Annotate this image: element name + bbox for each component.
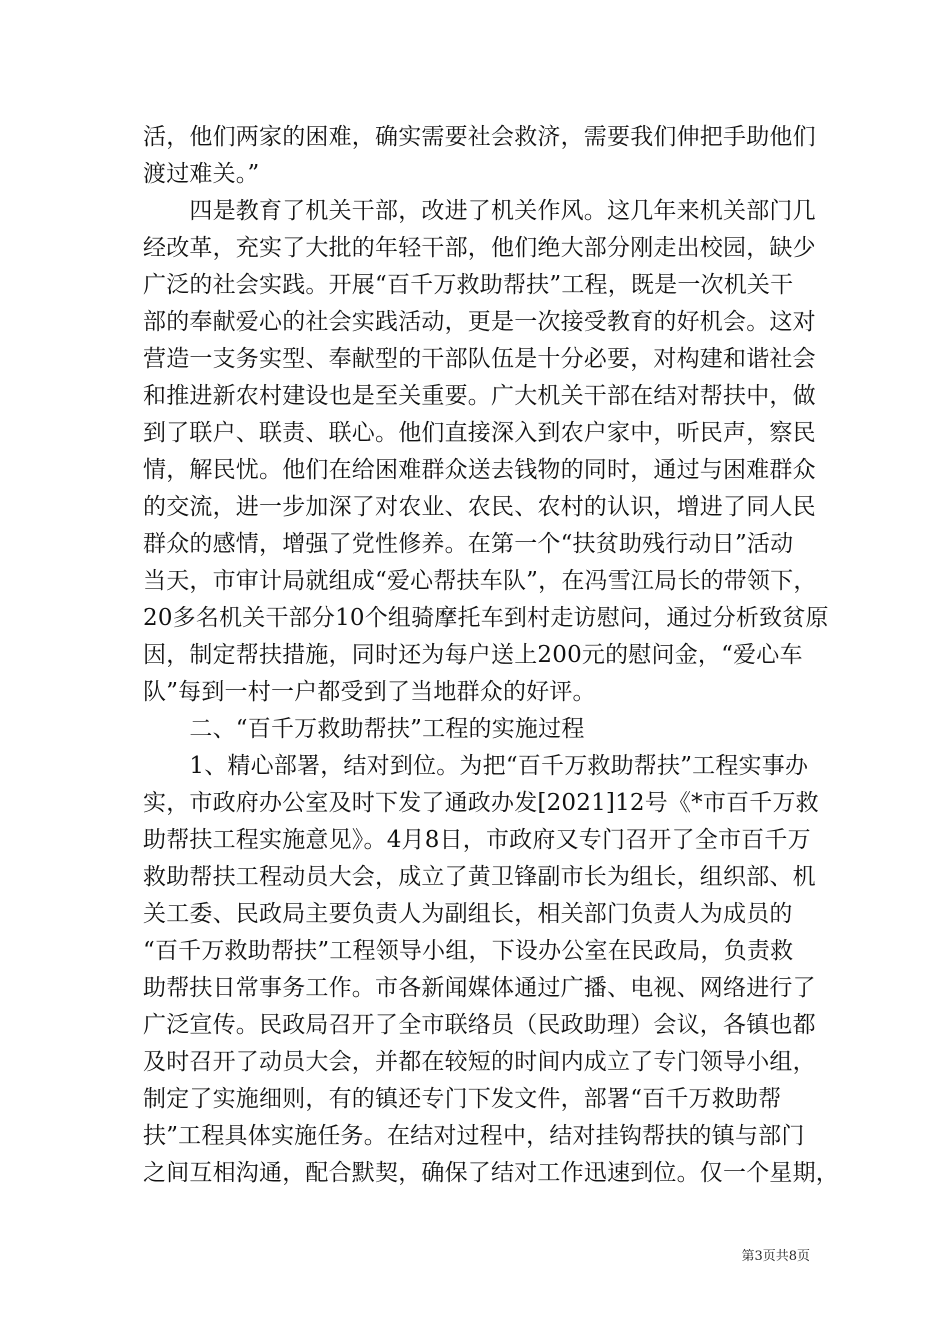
text-line: 助帮扶日常事务工作。市各新闻媒体通过广播、电视、网络进行了 [143,975,816,1001]
section-heading: 二、“百千万救助帮扶”工程的实施过程 [143,716,585,742]
text-line: 群众的感情，增强了党性修养。在第一个“扶贫助残行动日”活动 [143,531,794,557]
text-line: 助帮扶工程实施意见》。4月8日，市政府又专门召开了全市百千万 [143,827,811,853]
text-line: 实，市政府办公室及时下发了通政办发[2021]12号《*市百千万救 [143,790,819,816]
text-line: 1、精心部署，结对到位。为把“百千万救助帮扶”工程实事办 [143,753,809,779]
text-line: 到了联户、联责、联心。他们直接深入到农户家中，听民声，察民 [143,420,816,446]
text-line: 之间互相沟通，配合默契，确保了结对工作迅速到位。仅一个星期， [143,1160,839,1186]
text-line: 经改革，充实了大批的年轻干部，他们绝大部分刚走出校园，缺少 [143,235,816,261]
text-line: 当天，市审计局就组成“爱心帮扶车队”，在冯雪江局长的带领下， [143,568,817,594]
text-line: 营造一支务实型、奉献型的干部队伍是十分必要，对构建和谐社会 [143,346,816,372]
text-line: 广泛宣传。民政局召开了全市联络员（民政助理）会议，各镇也都 [143,1012,816,1038]
text-line: 制定了实施细则，有的镇还专门下发文件，部署“百千万救助帮 [143,1086,782,1112]
text-line: 的交流，进一步加深了对农业、农民、农村的认识，增进了同人民 [143,494,816,520]
text-line: 渡过难关。” [143,161,260,187]
text-line: 救助帮扶工程动员大会，成立了黄卫锋副市长为组长，组织部、机 [143,864,816,890]
page-number: 第3页共8页 [741,1249,810,1264]
text-line: 和推进新农村建设也是至关重要。广大机关干部在结对帮扶中，做 [143,383,816,409]
text-line: 扶”工程具体实施任务。在结对过程中，结对挂钩帮扶的镇与部门 [143,1123,805,1149]
text-line: “百千万救助帮扶”工程领导小组，下设办公室在民政局，负责救 [143,938,794,964]
text-line: 情，解民忧。他们在给困难群众送去钱物的同时，通过与困难群众 [143,457,816,483]
text-line: 队”每到一村一户都受到了当地群众的好评。 [143,679,596,705]
text-line: 因，制定帮扶措施，同时还为每户送上200元的慰问金，“爱心车 [143,642,803,668]
text-line: 四是教育了机关干部，改进了机关作风。这几年来机关部门几 [143,198,816,224]
text-line: 部的奉献爱心的社会实践活动，更是一次接受教育的好机会。这对 [143,309,816,335]
text-line: 广泛的社会实践。开展“百千万救助帮扶”工程，既是一次机关干 [143,272,794,298]
text-line: 20多名机关干部分10个组骑摩托车到村走访慰问，通过分析致贫原 [143,605,829,631]
text-line: 关工委、民政局主要负责人为副组长，相关部门负责人为成员的 [143,901,793,927]
text-line: 及时召开了动员大会，并都在较短的时间内成立了专门领导小组， [143,1049,816,1075]
text-line: 活，他们两家的困难，确实需要社会救济，需要我们伸把手助他们 [143,124,816,150]
